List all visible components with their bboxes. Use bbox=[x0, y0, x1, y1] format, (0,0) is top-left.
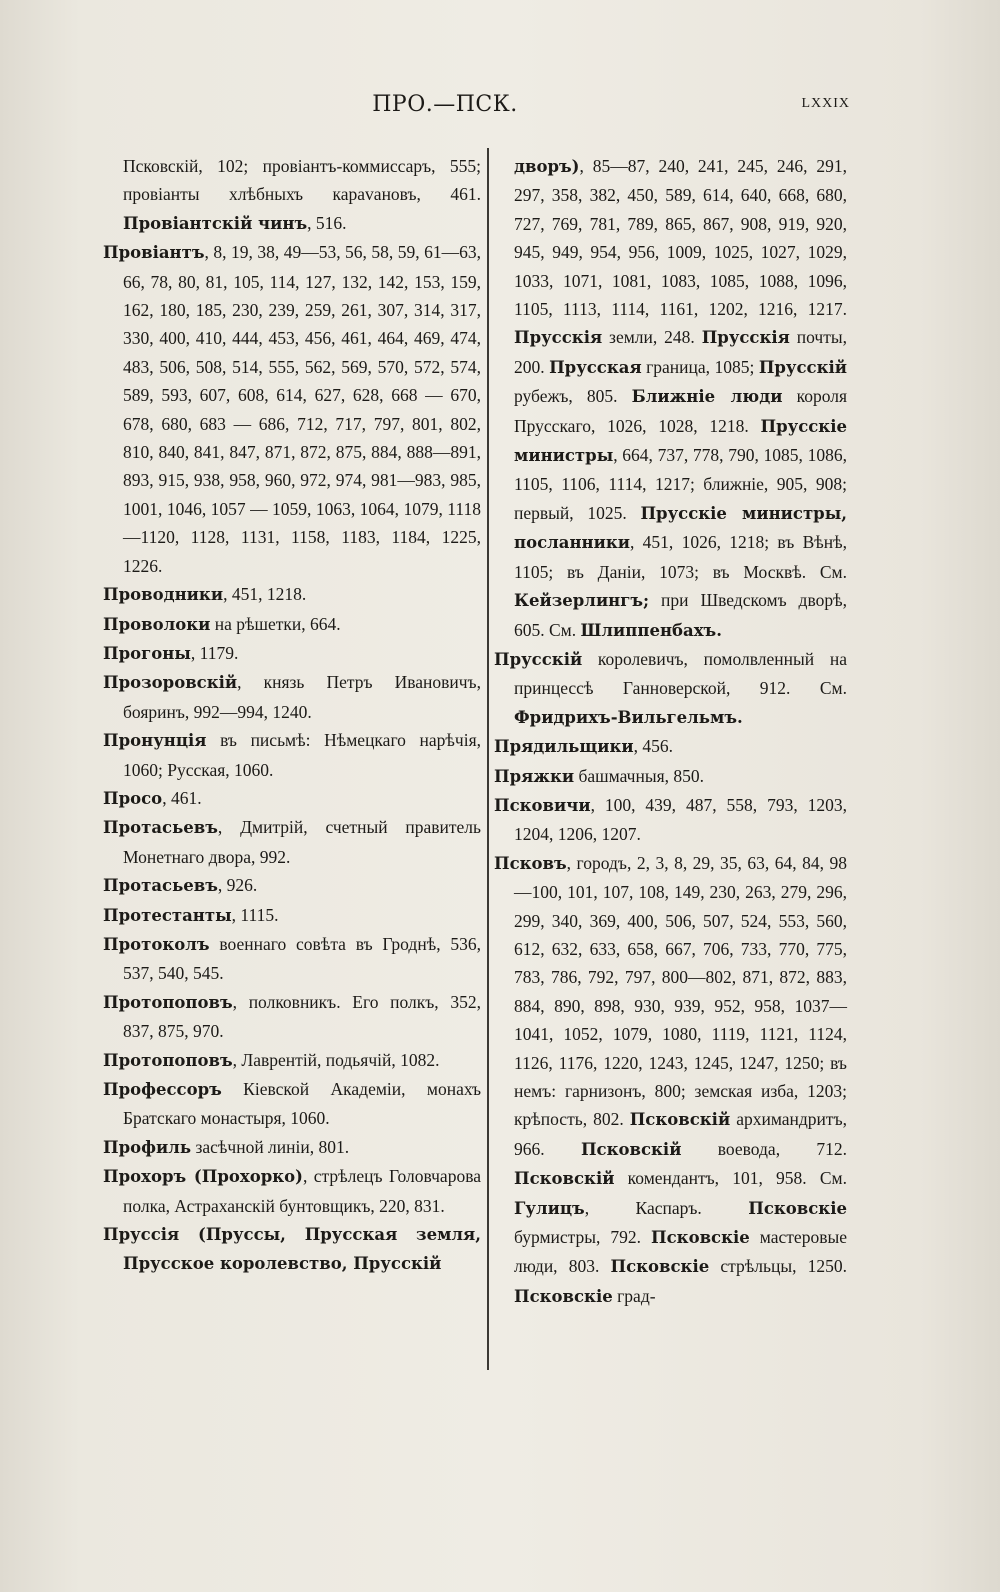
entry-headword: Пряжки bbox=[494, 766, 575, 786]
entry-text: , 461. bbox=[162, 787, 202, 808]
entry-headword: Прусскій bbox=[758, 357, 848, 377]
entry-headword: Проводники bbox=[103, 585, 224, 605]
left-column bbox=[103, 152, 481, 1279]
entry-text: короля Прусскаго, 1026, 1028, 1218. bbox=[514, 386, 848, 436]
index-entry bbox=[494, 152, 847, 645]
entry-headword: Псковичи bbox=[494, 795, 591, 815]
entry-text: воевода, 712. bbox=[681, 1138, 848, 1159]
index-entry bbox=[103, 1162, 481, 1220]
page-number: LXXIX bbox=[801, 96, 850, 111]
entry-headword: Пруссія (Пруссы, Прусская земля, Прусское королевство, Прусскій bbox=[103, 1225, 481, 1274]
entry-text: военнаго совѣта въ Гроднѣ, 536, 537, 540, 545. bbox=[123, 933, 481, 984]
entry-headword: Протасьевъ bbox=[103, 818, 218, 838]
entry-headword: Псковскіе bbox=[651, 1228, 750, 1248]
entry-headword: Просо bbox=[103, 788, 163, 808]
entry-headword: Псковскіе bbox=[610, 1257, 710, 1277]
index-entry bbox=[103, 668, 481, 726]
entry-headword: Кейзерлингъ; bbox=[514, 591, 650, 611]
entry-headword: Псковскій bbox=[580, 1139, 682, 1159]
entry-headword: Протоколъ bbox=[103, 934, 210, 954]
entry-headword: Протопоповъ bbox=[103, 1050, 233, 1070]
entry-headword: Ближніе люди bbox=[631, 387, 783, 407]
entry-text: , 1179. bbox=[190, 642, 239, 663]
index-entry bbox=[494, 645, 847, 732]
entry-text: , 85—87, 240, 241, 245, 246, 291, 297, 358, 382, 450, 589, 614, 640, 668, 680, 727, 769, 781, 789, 865, 867, 908, 919, 920, 945, 949, 954, 956, 1009, 1025, 1027, 1029, 1033, 1071, 1081, 1083, 1085, 1088, 1096, 1105, 1113, 1114, 1161, 1202, 1216, 1217. bbox=[514, 156, 847, 320]
entry-text: , 100, 439, 487, 558, 793, 1203, 1204, 1206, 1207. bbox=[514, 794, 847, 845]
entry-text: , 451, 1026, 1218; въ Вѣнѣ, 1105; въ Даніи, 1073; въ Москвѣ. См. bbox=[514, 532, 847, 582]
index-entry bbox=[103, 152, 481, 238]
entry-headword: Протестанты bbox=[103, 905, 232, 925]
index-entry bbox=[103, 1046, 481, 1075]
index-entry bbox=[103, 1220, 481, 1279]
entry-text: стрѣльцы, 1250. bbox=[709, 1256, 847, 1277]
column-divider bbox=[487, 148, 489, 1370]
entry-text: граница, 1085; bbox=[641, 356, 759, 377]
entry-headword: Прусскій bbox=[494, 649, 583, 669]
entry-headword: Протасьевъ bbox=[103, 876, 218, 896]
entry-headword: Протопоповъ bbox=[103, 992, 233, 1012]
entry-headword: дворъ) bbox=[514, 157, 580, 176]
entry-text: , 456. bbox=[633, 736, 673, 757]
entry-text: , 516. bbox=[307, 212, 347, 233]
index-entry bbox=[103, 726, 481, 784]
entry-text: Кіевской Академіи, монахъ Братскаго монастыря, 1060. bbox=[123, 1079, 481, 1129]
index-entry bbox=[494, 849, 847, 1312]
index-entry bbox=[494, 732, 847, 761]
entry-headword: Псковскій bbox=[514, 1169, 615, 1189]
entry-text: , 1115. bbox=[231, 904, 279, 925]
index-entry bbox=[103, 988, 481, 1046]
entry-headword: Шлиппенбахъ. bbox=[580, 620, 722, 640]
entry-headword: Пронунція bbox=[103, 731, 207, 751]
entry-text: на рѣшетки, 664. bbox=[210, 613, 341, 634]
entry-headword: Провіантъ bbox=[103, 243, 205, 263]
index-entry bbox=[103, 784, 481, 813]
entry-headword: Прусская bbox=[549, 357, 642, 377]
entry-text: , 926. bbox=[217, 875, 258, 896]
entry-text: въ письмѣ: Нѣмецкаго нарѣчія, 1060; Русская, 1060. bbox=[123, 730, 481, 780]
entry-text: при Шведскомъ дворѣ, 605. См. bbox=[514, 590, 847, 640]
entry-text: королевичъ, помолвленный на принцессѣ Ганноверской, 912. См. bbox=[514, 648, 847, 699]
index-entry bbox=[103, 580, 481, 609]
entry-headword: Профиль bbox=[103, 1137, 192, 1157]
entry-headword: Прусскія bbox=[701, 328, 790, 348]
index-entry bbox=[103, 901, 481, 930]
entry-text: бурмистры, 792. bbox=[514, 1227, 652, 1248]
index-entry bbox=[103, 813, 481, 871]
entry-text: архимандритъ, 966. bbox=[514, 1109, 847, 1159]
entry-text: , городъ, 2, 3, 8, 29, 35, 63, 64, 84, 98—100, 101, 107, 108, 149, 230, 263, 279, 296, 299, 340, 369, 400, 506, 507, 524, 553, 560, 612, 632, 633, 658, 667, 706, 733, 770, 775, 783, 786, 792, 797, 800—802, 871, 872, 883, 884, 890, 898, 930, 939, 952, 958, 1037—1041, 1052, 1079, 1080, 1119, 1121, 1124, 1126, 1176, 1220, 1243, 1245, 1247, 1250; въ немъ: гарнизонъ, 800; земская изба, 1203; крѣпость, 802. bbox=[514, 852, 847, 1130]
entry-text: комендантъ, 101, 958. См. bbox=[614, 1168, 847, 1189]
entry-text: , стрѣлецъ Головчарова полка, Астраханскій бунтовщикъ, 220, 831. bbox=[123, 1166, 482, 1216]
entry-text: , Каспаръ. bbox=[584, 1197, 749, 1218]
index-entry bbox=[494, 762, 847, 791]
entry-headword: Прядильщики bbox=[494, 737, 634, 757]
entry-text: , 451, 1218. bbox=[223, 584, 307, 605]
entry-headword: Прусскіе министры bbox=[514, 416, 847, 466]
entry-headword: Провіантскій чинъ bbox=[123, 213, 308, 233]
entry-text: башмачныя, 850. bbox=[574, 765, 705, 786]
entry-headword: Прусскія bbox=[514, 328, 603, 348]
entry-text: , Дмитрій, счетный правитель Монетнаго двора, 992. bbox=[123, 817, 481, 867]
entry-text: , Лаврентій, подьячій, 1082. bbox=[232, 1049, 440, 1070]
right-column bbox=[494, 152, 847, 1311]
entry-headword: Псковскіе bbox=[514, 1286, 613, 1306]
index-entry bbox=[494, 791, 847, 849]
entry-text: почты, 200. bbox=[514, 327, 847, 377]
entry-text: засѣчной линіи, 801. bbox=[191, 1136, 350, 1157]
entry-text: , полковникъ. Его полкъ, 352, 837, 875, 970. bbox=[123, 991, 481, 1042]
entry-text: рубежъ, 805. bbox=[514, 386, 632, 407]
entry-headword: Профессоръ bbox=[103, 1080, 222, 1099]
entry-headword: Гулицъ bbox=[514, 1198, 585, 1218]
entry-headword: Псковъ bbox=[494, 853, 567, 873]
index-entry bbox=[103, 639, 481, 668]
index-entry bbox=[103, 238, 481, 580]
entry-text: , князь Петръ Ивановичъ, бояринъ, 992—994, 1240. bbox=[123, 672, 481, 722]
entry-headword: Псковскій bbox=[629, 1110, 731, 1130]
index-entry bbox=[103, 1133, 481, 1162]
entry-headword: Псковскіе bbox=[748, 1198, 847, 1218]
entry-headword: Фридрихъ-Вильгельмъ. bbox=[514, 707, 743, 727]
index-entry bbox=[103, 610, 481, 639]
entry-headword: Прозоровскій bbox=[103, 673, 238, 693]
entry-text: земли, 248. bbox=[602, 327, 702, 348]
entry-headword: Проволоки bbox=[103, 614, 211, 634]
running-title: ПРО.—ПСК. bbox=[372, 92, 518, 117]
entry-headword: Прохоръ (Прохорко) bbox=[103, 1167, 303, 1187]
index-entry bbox=[103, 930, 481, 988]
entry-text: мастеровые люди, 803. bbox=[514, 1227, 847, 1277]
index-entry bbox=[103, 1075, 481, 1133]
page-header bbox=[0, 92, 1000, 132]
entry-text: , 664, 737, 778, 790, 1085, 1086, 1105, 1106, 1114, 1217; ближніе, 905, 908; первый, 1025. bbox=[514, 445, 847, 523]
entry-headword: Прогоны bbox=[103, 643, 191, 663]
entry-headword: Прусскіе министры, посланники bbox=[514, 503, 847, 553]
entry-text: , 8, 19, 38, 49—53, 56, 58, 59, 61—63, 66, 78, 80, 81, 105, 114, 127, 132, 142, 153, 159, 162, 180, 185, 230, 239, 259, 261, 307, 314, 317, 330, 400, 410, 444, 453, 456, 461, 464, 469, 474, 483, 506, 508, 514, 555, 562, 569, 570, 572, 574, 589, 593, 607, 608, 614, 627, 628, 668 — 670, 678, 680, 683 — 686, 712, 717, 797, 801, 802, 810, 840, 841, 847, 871, 872, 875, 884, 888—891, 893, 915, 938, 958, 960, 972, 974, 981—983, 985, 1001, 1046, 1057 — 1059, 1063, 1064, 1079, 1118—1120, 1128, 1131, 1158, 1183, 1184, 1225, 1226. bbox=[123, 242, 481, 576]
index-entry bbox=[103, 871, 481, 900]
entry-text: Псковскій, 102; провіантъ-коммиссаръ, 555; провіанты хлѣбныхъ карavановъ, 461. bbox=[123, 156, 481, 205]
entry-text: град- bbox=[612, 1285, 656, 1306]
